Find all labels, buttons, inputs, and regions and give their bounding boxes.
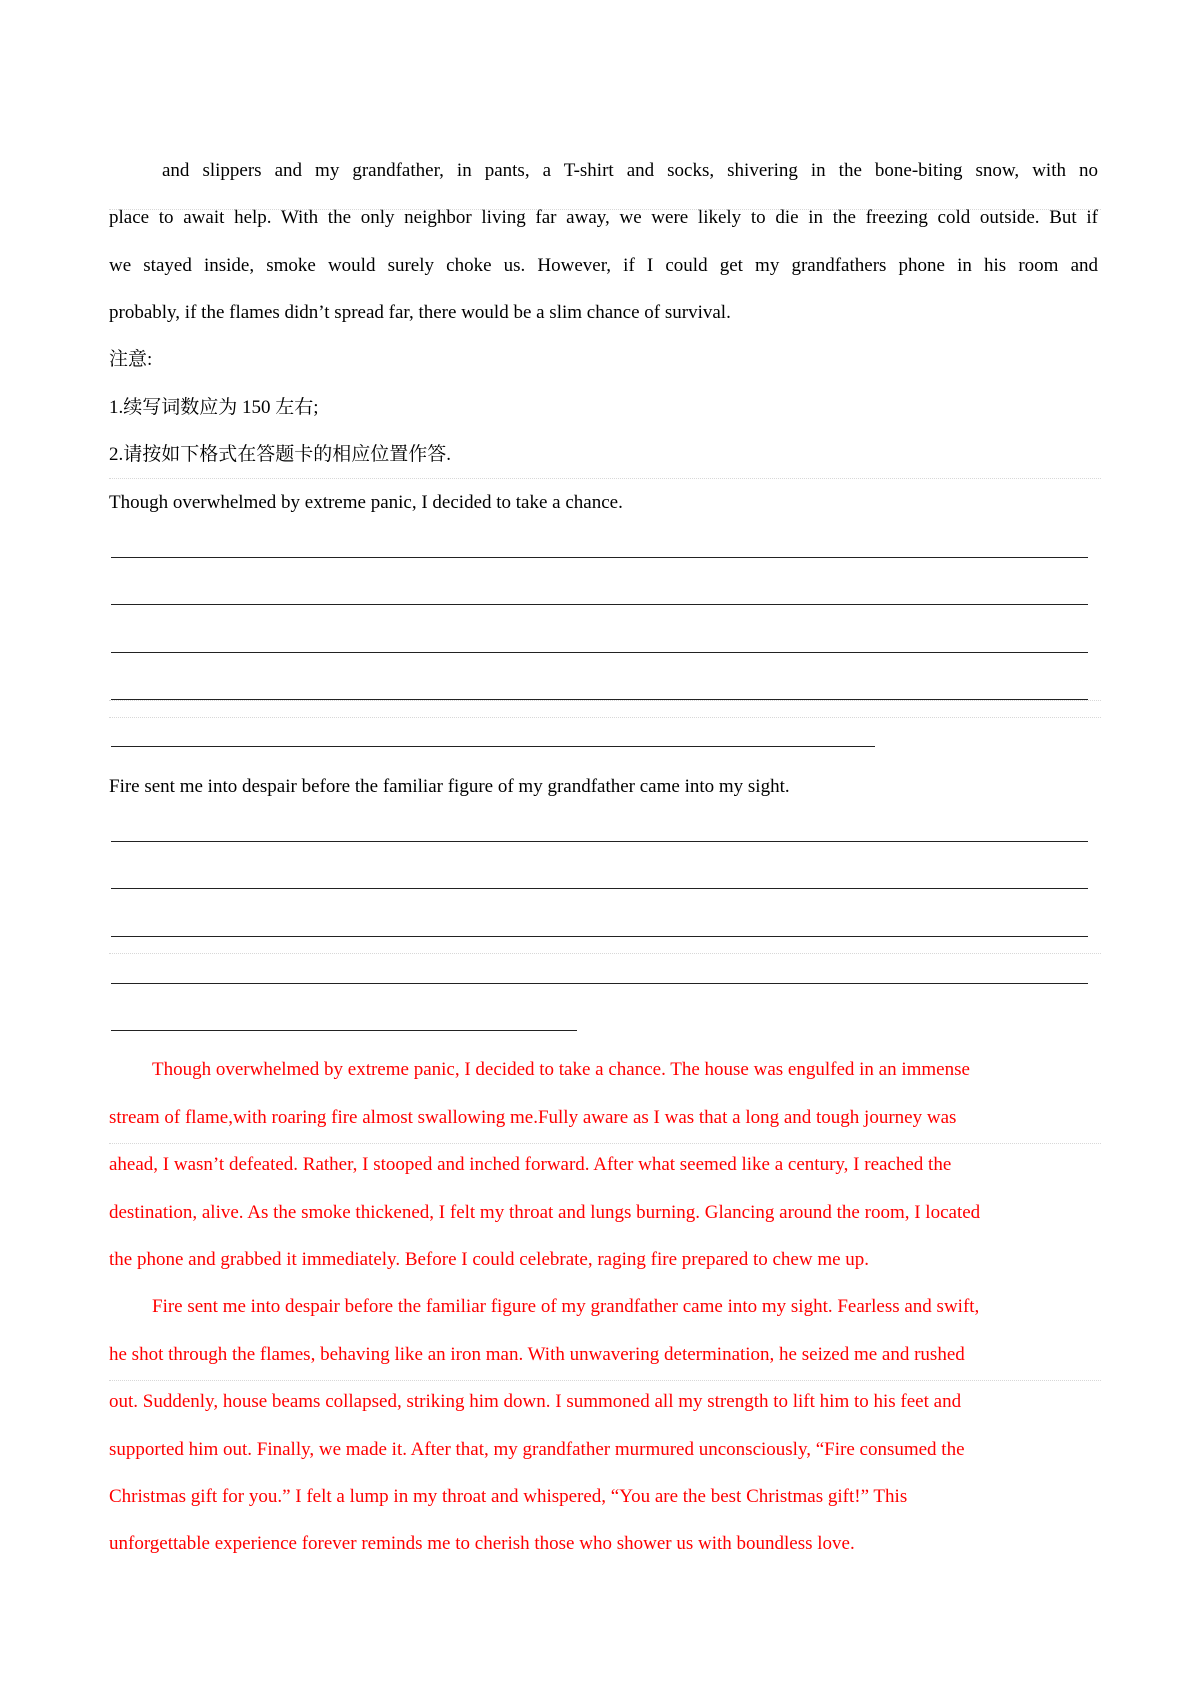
answer-line xyxy=(111,557,1088,558)
answer-paragraph2-line: Christmas gift for you.” I felt a lump in my throat and whispered, “You are the best Christmas gift!” This xyxy=(109,1486,908,1507)
answer-paragraph2-line: supported him out. Finally, we made it. After that, my grandfather murmured unconsciously, “Fire consumed the xyxy=(109,1439,965,1460)
answer-paragraph1-line: the phone and grabbed it immediately. Before I could celebrate, raging fire prepared to chew me up. xyxy=(109,1249,870,1270)
answer-line xyxy=(111,1030,577,1031)
answer-line xyxy=(111,699,1088,700)
answer-line xyxy=(111,652,1088,653)
dotted-guide xyxy=(109,717,1101,718)
dotted-guide xyxy=(109,478,1101,479)
passage-line: we stayed inside, smoke would surely choke us. However, if I could get my grandfathers phone in his room and xyxy=(109,255,1098,276)
notes-item: 2.请按如下格式在答题卡的相应位置作答. xyxy=(109,444,452,465)
answer-line xyxy=(111,936,1088,937)
passage-line: place to await help. With the only neighbor living far away, we were likely to die in the freezing cold outside. But if xyxy=(109,207,1098,228)
passage-line: probably, if the flames didn’t spread far, there would be a slim chance of survival. xyxy=(109,302,731,323)
dotted-guide xyxy=(109,1143,1101,1144)
dotted-guide xyxy=(109,1380,1101,1381)
paragraph1-prompt: Though overwhelmed by extreme panic, I decided to take a chance. xyxy=(109,492,623,513)
passage-line: and slippers and my grandfather, in pants, a T-shirt and socks, shivering in the bone-biting snow, with no xyxy=(162,160,1098,181)
answer-line xyxy=(111,888,1088,889)
answer-line xyxy=(111,604,1088,605)
notes-heading: 注意: xyxy=(109,349,153,370)
answer-paragraph2-line: he shot through the flames, behaving like an iron man. With unwavering determination, he seized me and rushed xyxy=(109,1344,965,1365)
answer-paragraph2-line: unforgettable experience forever reminds me to cherish those who shower us with boundless love. xyxy=(109,1533,855,1554)
answer-line xyxy=(111,746,875,747)
answer-paragraph1-line: Though overwhelmed by extreme panic, I decided to take a chance. The house was engulfed in an immense xyxy=(152,1059,970,1080)
dotted-guide xyxy=(109,700,1101,701)
notes-item: 1.续写词数应为 150 左右; xyxy=(109,397,319,418)
answer-line xyxy=(111,983,1088,984)
answer-paragraph2-line: out. Suddenly, house beams collapsed, striking him down. I summoned all my strength to lift him to his feet and xyxy=(109,1391,962,1412)
paragraph2-prompt: Fire sent me into despair before the familiar figure of my grandfather came into my sight. xyxy=(109,776,790,797)
answer-paragraph1-line: stream of flame,with roaring fire almost swallowing me.Fully aware as I was that a long and tough journey was xyxy=(109,1107,957,1128)
answer-line xyxy=(111,841,1088,842)
dotted-guide xyxy=(109,953,1101,954)
answer-paragraph2-line: Fire sent me into despair before the familiar figure of my grandfather came into my sight. Fearless and swift, xyxy=(152,1296,980,1317)
answer-paragraph1-line: ahead, I wasn’t defeated. Rather, I stooped and inched forward. After what seemed like a century, I reached the xyxy=(109,1154,952,1175)
answer-paragraph1-line: destination, alive. As the smoke thickened, I felt my throat and lungs burning. Glancing around the room, I located xyxy=(109,1202,981,1223)
